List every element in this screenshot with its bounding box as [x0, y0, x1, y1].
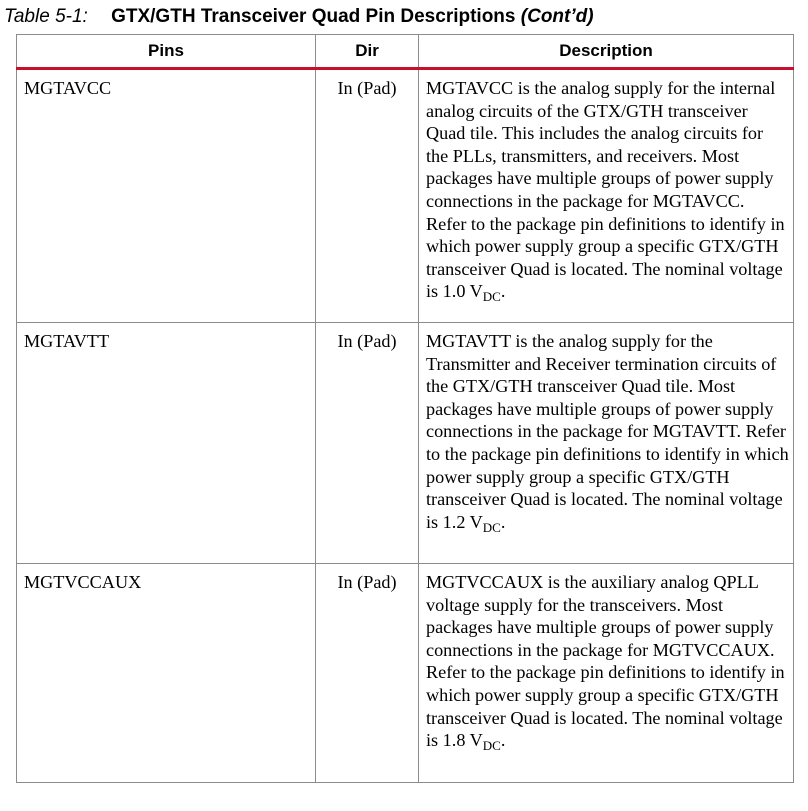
header-row — [17, 35, 794, 69]
continued-label: (Cont’d) — [520, 6, 594, 27]
voltage-subscript: DC — [482, 289, 501, 305]
header-description: Description — [419, 35, 794, 69]
pin-name: MGTAVCC — [17, 69, 316, 323]
description-end: . — [500, 730, 506, 751]
description-text: MGTAVTT is the analog supply for the Transmitter and Receiver termination circuits of the GTX/GTH transceiver Quad tile. Most packages have multiple groups of power supply connections in the package for MGTAVTT. Refer to the package pin definitions to identify in which power supply group a specific GTX/GTH transceiver Quad is located. The nominal voltage is 1.2 V — [426, 331, 789, 532]
pin-direction: In (Pad) — [316, 564, 419, 783]
pin-description — [419, 564, 794, 783]
table-number: Table 5-1: — [4, 6, 88, 27]
header-dir: Dir — [316, 35, 419, 69]
pin-name: MGTVCCAUX — [17, 564, 316, 783]
pin-description — [419, 323, 794, 564]
table-row — [17, 323, 794, 564]
pin-name: MGTAVTT — [17, 323, 316, 564]
description-end: . — [500, 511, 506, 532]
voltage-subscript: DC — [482, 519, 501, 535]
table-caption — [4, 6, 594, 28]
table-row — [17, 69, 794, 323]
voltage-subscript: DC — [482, 738, 501, 754]
pin-direction: In (Pad) — [316, 69, 419, 323]
description-end: . — [500, 281, 506, 302]
pin-description — [419, 69, 794, 323]
description-text: MGTAVCC is the analog supply for the internal analog circuits of the GTX/GTH transceiver Quad tile. This includes the analog circuits for the PLLs, transmitters, and receivers. Most packages have multiple groups of power supply connections in the package for MGTAVCC. Refer to the package pin definitions to identify in which power supply group a specific GTX/GTH transceiver Quad is located. The nominal voltage is 1.0 V — [426, 78, 785, 302]
pin-description-table — [16, 34, 794, 783]
description-text: MGTVCCAUX is the auxiliary analog QPLL voltage supply for the transceivers. Most packages have multiple groups of power supply connections in the package for MGTVCCAUX. Refer to the package pin definitions to identify in which power supply group a specific GTX/GTH transceiver Quad is located. The nominal voltage is 1.8 V — [426, 572, 785, 751]
header-pins: Pins — [17, 35, 316, 69]
pin-direction: In (Pad) — [316, 323, 419, 564]
table-row — [17, 564, 794, 783]
table-title: GTX/GTH Transceiver Quad Pin Descriptions — [111, 6, 516, 27]
